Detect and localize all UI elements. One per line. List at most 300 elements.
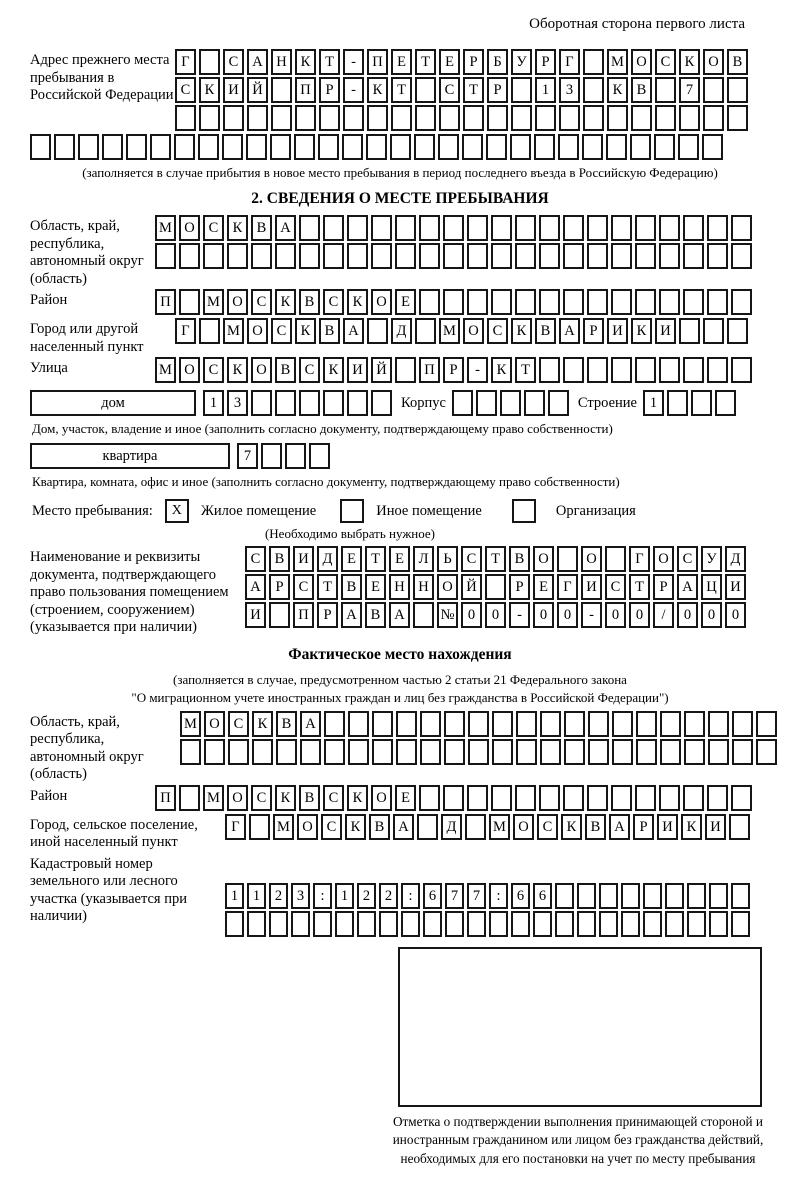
char-cell[interactable] bbox=[611, 357, 632, 383]
char-cell[interactable] bbox=[709, 883, 728, 909]
char-cell[interactable] bbox=[445, 911, 464, 937]
char-cell[interactable] bbox=[324, 739, 345, 765]
char-cell[interactable] bbox=[516, 739, 537, 765]
char-cell[interactable] bbox=[415, 318, 436, 344]
char-cell[interactable]: 0 bbox=[557, 602, 578, 628]
char-cell[interactable]: Е bbox=[365, 574, 386, 600]
char-cell[interactable]: О bbox=[463, 318, 484, 344]
char-cell[interactable]: О bbox=[179, 357, 200, 383]
char-cell[interactable]: И bbox=[725, 574, 746, 600]
char-cell[interactable] bbox=[249, 814, 270, 840]
char-cell[interactable] bbox=[415, 77, 436, 103]
char-cell[interactable]: - bbox=[581, 602, 602, 628]
char-cell[interactable] bbox=[563, 289, 584, 315]
char-cell[interactable]: Н bbox=[389, 574, 410, 600]
char-cell[interactable]: А bbox=[677, 574, 698, 600]
char-cell[interactable]: О bbox=[371, 289, 392, 315]
char-cell[interactable] bbox=[539, 357, 560, 383]
char-cell[interactable] bbox=[415, 105, 436, 131]
char-cell[interactable] bbox=[715, 390, 736, 416]
char-cell[interactable]: П bbox=[295, 77, 316, 103]
char-cell[interactable] bbox=[203, 243, 224, 269]
char-cell[interactable]: П bbox=[367, 49, 388, 75]
char-cell[interactable]: С bbox=[439, 77, 460, 103]
char-cell[interactable] bbox=[611, 215, 632, 241]
char-cell[interactable] bbox=[247, 105, 268, 131]
char-cell[interactable]: 1 bbox=[203, 390, 224, 416]
char-cell[interactable]: Г bbox=[557, 574, 578, 600]
char-cell[interactable] bbox=[679, 318, 700, 344]
char-cell[interactable] bbox=[348, 711, 369, 737]
char-cell[interactable]: Д bbox=[391, 318, 412, 344]
char-cell[interactable] bbox=[179, 785, 200, 811]
char-cell[interactable] bbox=[659, 243, 680, 269]
char-cell[interactable] bbox=[587, 785, 608, 811]
char-cell[interactable] bbox=[539, 785, 560, 811]
char-cell[interactable]: М bbox=[439, 318, 460, 344]
char-cell[interactable]: 0 bbox=[701, 602, 722, 628]
char-cell[interactable] bbox=[367, 318, 388, 344]
char-cell[interactable] bbox=[420, 711, 441, 737]
char-cell[interactable] bbox=[343, 105, 364, 131]
char-cell[interactable] bbox=[419, 215, 440, 241]
char-cell[interactable] bbox=[420, 739, 441, 765]
char-cell[interactable] bbox=[179, 243, 200, 269]
char-cell[interactable] bbox=[583, 105, 604, 131]
char-cell[interactable]: С bbox=[677, 546, 698, 572]
char-cell[interactable] bbox=[485, 574, 506, 600]
char-cell[interactable] bbox=[709, 911, 728, 937]
char-cell[interactable]: Д bbox=[317, 546, 338, 572]
char-cell[interactable]: 0 bbox=[605, 602, 626, 628]
char-cell[interactable] bbox=[665, 911, 684, 937]
char-cell[interactable] bbox=[654, 134, 675, 160]
char-cell[interactable] bbox=[462, 134, 483, 160]
char-cell[interactable]: О bbox=[437, 574, 458, 600]
char-cell[interactable]: С bbox=[605, 574, 626, 600]
char-cell[interactable] bbox=[729, 814, 750, 840]
char-cell[interactable]: 7 bbox=[237, 443, 258, 469]
char-cell[interactable] bbox=[175, 105, 196, 131]
char-cell[interactable]: К bbox=[631, 318, 652, 344]
char-cell[interactable] bbox=[439, 105, 460, 131]
char-cell[interactable]: 3 bbox=[227, 390, 248, 416]
char-cell[interactable] bbox=[511, 77, 532, 103]
char-cell[interactable] bbox=[691, 390, 712, 416]
char-cell[interactable] bbox=[510, 134, 531, 160]
char-cell[interactable]: Й bbox=[247, 77, 268, 103]
char-cell[interactable] bbox=[731, 243, 752, 269]
char-cell[interactable]: С bbox=[251, 289, 272, 315]
char-cell[interactable]: И bbox=[293, 546, 314, 572]
char-cell[interactable]: М bbox=[203, 289, 224, 315]
char-cell[interactable] bbox=[707, 357, 728, 383]
char-cell[interactable] bbox=[731, 883, 750, 909]
char-cell[interactable] bbox=[348, 739, 369, 765]
char-cell[interactable] bbox=[563, 243, 584, 269]
char-cell[interactable] bbox=[438, 134, 459, 160]
char-cell[interactable]: Н bbox=[271, 49, 292, 75]
char-cell[interactable] bbox=[391, 105, 412, 131]
char-cell[interactable] bbox=[225, 911, 244, 937]
char-cell[interactable]: В bbox=[535, 318, 556, 344]
char-cell[interactable] bbox=[558, 134, 579, 160]
char-cell[interactable]: С bbox=[271, 318, 292, 344]
char-cell[interactable]: Г bbox=[629, 546, 650, 572]
char-cell[interactable] bbox=[707, 243, 728, 269]
char-cell[interactable]: С bbox=[487, 318, 508, 344]
checkbox-organization[interactable] bbox=[512, 499, 536, 523]
char-cell[interactable]: 0 bbox=[677, 602, 698, 628]
char-cell[interactable]: 0 bbox=[629, 602, 650, 628]
char-cell[interactable] bbox=[631, 105, 652, 131]
char-cell[interactable]: Е bbox=[439, 49, 460, 75]
char-cell[interactable]: Т bbox=[365, 546, 386, 572]
char-cell[interactable] bbox=[342, 134, 363, 160]
char-cell[interactable]: А bbox=[389, 602, 410, 628]
char-cell[interactable] bbox=[300, 739, 321, 765]
char-cell[interactable] bbox=[548, 390, 569, 416]
char-cell[interactable]: Р bbox=[633, 814, 654, 840]
char-cell[interactable] bbox=[516, 711, 537, 737]
char-cell[interactable] bbox=[588, 739, 609, 765]
char-cell[interactable] bbox=[223, 105, 244, 131]
char-cell[interactable] bbox=[414, 134, 435, 160]
char-cell[interactable]: 2 bbox=[357, 883, 376, 909]
char-cell[interactable]: К bbox=[227, 357, 248, 383]
char-cell[interactable] bbox=[102, 134, 123, 160]
char-cell[interactable] bbox=[587, 357, 608, 383]
char-cell[interactable] bbox=[563, 357, 584, 383]
char-cell[interactable] bbox=[155, 243, 176, 269]
char-cell[interactable] bbox=[299, 215, 320, 241]
char-cell[interactable]: 6 bbox=[423, 883, 442, 909]
char-cell[interactable]: У bbox=[701, 546, 722, 572]
char-cell[interactable] bbox=[588, 711, 609, 737]
char-cell[interactable] bbox=[727, 105, 748, 131]
char-cell[interactable]: К bbox=[347, 785, 368, 811]
char-cell[interactable] bbox=[417, 814, 438, 840]
char-cell[interactable]: К bbox=[227, 215, 248, 241]
char-cell[interactable]: П bbox=[293, 602, 314, 628]
char-cell[interactable]: Т bbox=[463, 77, 484, 103]
char-cell[interactable] bbox=[468, 739, 489, 765]
char-cell[interactable] bbox=[534, 134, 555, 160]
char-cell[interactable] bbox=[607, 105, 628, 131]
char-cell[interactable]: 1 bbox=[643, 390, 664, 416]
char-cell[interactable] bbox=[732, 739, 753, 765]
char-cell[interactable]: Б bbox=[487, 49, 508, 75]
char-cell[interactable]: : bbox=[313, 883, 332, 909]
char-cell[interactable]: В bbox=[299, 785, 320, 811]
char-cell[interactable] bbox=[707, 289, 728, 315]
char-cell[interactable] bbox=[275, 243, 296, 269]
char-cell[interactable]: Р bbox=[317, 602, 338, 628]
char-cell[interactable] bbox=[683, 243, 704, 269]
char-cell[interactable]: Р bbox=[653, 574, 674, 600]
char-cell[interactable] bbox=[684, 711, 705, 737]
char-cell[interactable] bbox=[335, 911, 354, 937]
char-cell[interactable] bbox=[559, 105, 580, 131]
char-cell[interactable] bbox=[246, 134, 267, 160]
char-cell[interactable] bbox=[198, 134, 219, 160]
char-cell[interactable]: 7 bbox=[679, 77, 700, 103]
char-cell[interactable]: - bbox=[343, 77, 364, 103]
char-cell[interactable]: С bbox=[228, 711, 249, 737]
char-cell[interactable] bbox=[606, 134, 627, 160]
char-cell[interactable] bbox=[30, 134, 51, 160]
char-cell[interactable] bbox=[150, 134, 171, 160]
char-cell[interactable]: О bbox=[179, 215, 200, 241]
char-cell[interactable]: О bbox=[251, 357, 272, 383]
char-cell[interactable] bbox=[599, 911, 618, 937]
char-cell[interactable]: : bbox=[401, 883, 420, 909]
char-cell[interactable]: К bbox=[323, 357, 344, 383]
char-cell[interactable]: / bbox=[653, 602, 674, 628]
char-cell[interactable]: О bbox=[227, 785, 248, 811]
char-cell[interactable] bbox=[511, 105, 532, 131]
char-cell[interactable]: Г bbox=[175, 49, 196, 75]
char-cell[interactable] bbox=[533, 911, 552, 937]
char-cell[interactable] bbox=[635, 289, 656, 315]
char-cell[interactable]: К bbox=[345, 814, 366, 840]
checkbox-other-premises[interactable] bbox=[340, 499, 364, 523]
char-cell[interactable] bbox=[515, 243, 536, 269]
char-cell[interactable] bbox=[683, 289, 704, 315]
char-cell[interactable] bbox=[564, 739, 585, 765]
char-cell[interactable] bbox=[269, 911, 288, 937]
char-cell[interactable]: И bbox=[655, 318, 676, 344]
char-cell[interactable] bbox=[660, 711, 681, 737]
char-cell[interactable] bbox=[659, 289, 680, 315]
char-cell[interactable]: Г bbox=[559, 49, 580, 75]
char-cell[interactable] bbox=[727, 77, 748, 103]
char-cell[interactable] bbox=[204, 739, 225, 765]
char-cell[interactable] bbox=[660, 739, 681, 765]
char-cell[interactable] bbox=[707, 215, 728, 241]
char-cell[interactable] bbox=[511, 911, 530, 937]
char-cell[interactable]: Й bbox=[371, 357, 392, 383]
char-cell[interactable]: 3 bbox=[291, 883, 310, 909]
char-cell[interactable] bbox=[635, 357, 656, 383]
char-cell[interactable]: О bbox=[703, 49, 724, 75]
char-cell[interactable] bbox=[587, 243, 608, 269]
char-cell[interactable] bbox=[515, 215, 536, 241]
char-cell[interactable] bbox=[395, 357, 416, 383]
char-cell[interactable]: О bbox=[631, 49, 652, 75]
char-cell[interactable]: 0 bbox=[461, 602, 482, 628]
char-cell[interactable] bbox=[319, 105, 340, 131]
char-cell[interactable] bbox=[491, 289, 512, 315]
char-cell[interactable]: Р bbox=[509, 574, 530, 600]
char-cell[interactable] bbox=[678, 134, 699, 160]
char-cell[interactable] bbox=[309, 443, 330, 469]
char-cell[interactable]: О bbox=[297, 814, 318, 840]
char-cell[interactable]: П bbox=[155, 289, 176, 315]
char-cell[interactable] bbox=[655, 77, 676, 103]
char-cell[interactable]: Р bbox=[535, 49, 556, 75]
char-cell[interactable] bbox=[444, 711, 465, 737]
char-cell[interactable]: С bbox=[461, 546, 482, 572]
char-cell[interactable]: Е bbox=[533, 574, 554, 600]
char-cell[interactable]: М bbox=[223, 318, 244, 344]
char-cell[interactable] bbox=[703, 318, 724, 344]
char-cell[interactable] bbox=[261, 443, 282, 469]
char-cell[interactable] bbox=[555, 911, 574, 937]
char-cell[interactable]: Д bbox=[441, 814, 462, 840]
char-cell[interactable] bbox=[465, 814, 486, 840]
char-cell[interactable] bbox=[577, 883, 596, 909]
char-cell[interactable]: Т bbox=[319, 49, 340, 75]
char-cell[interactable] bbox=[683, 357, 704, 383]
char-cell[interactable] bbox=[659, 785, 680, 811]
char-cell[interactable] bbox=[582, 134, 603, 160]
char-cell[interactable] bbox=[727, 318, 748, 344]
char-cell[interactable] bbox=[611, 289, 632, 315]
char-cell[interactable]: В bbox=[269, 546, 290, 572]
char-cell[interactable] bbox=[227, 243, 248, 269]
char-cell[interactable] bbox=[684, 739, 705, 765]
char-cell[interactable] bbox=[731, 289, 752, 315]
char-cell[interactable]: П bbox=[155, 785, 176, 811]
char-cell[interactable] bbox=[515, 785, 536, 811]
char-cell[interactable] bbox=[199, 318, 220, 344]
char-cell[interactable] bbox=[539, 215, 560, 241]
char-cell[interactable]: 1 bbox=[225, 883, 244, 909]
char-cell[interactable] bbox=[667, 390, 688, 416]
char-cell[interactable] bbox=[443, 215, 464, 241]
char-cell[interactable] bbox=[732, 711, 753, 737]
char-cell[interactable] bbox=[707, 785, 728, 811]
char-cell[interactable] bbox=[643, 911, 662, 937]
char-cell[interactable]: - bbox=[343, 49, 364, 75]
char-cell[interactable]: С bbox=[251, 785, 272, 811]
char-cell[interactable] bbox=[294, 134, 315, 160]
char-cell[interactable] bbox=[563, 785, 584, 811]
char-cell[interactable] bbox=[636, 711, 657, 737]
char-cell[interactable]: 0 bbox=[725, 602, 746, 628]
char-cell[interactable]: Ь bbox=[437, 546, 458, 572]
char-cell[interactable] bbox=[630, 134, 651, 160]
char-cell[interactable]: 2 bbox=[269, 883, 288, 909]
char-cell[interactable]: О bbox=[513, 814, 534, 840]
char-cell[interactable]: К bbox=[681, 814, 702, 840]
char-cell[interactable] bbox=[379, 911, 398, 937]
char-cell[interactable]: У bbox=[511, 49, 532, 75]
char-cell[interactable]: М bbox=[155, 357, 176, 383]
char-cell[interactable]: В bbox=[251, 215, 272, 241]
char-cell[interactable] bbox=[683, 785, 704, 811]
char-cell[interactable] bbox=[621, 883, 640, 909]
char-cell[interactable] bbox=[401, 911, 420, 937]
char-cell[interactable]: К bbox=[367, 77, 388, 103]
char-cell[interactable] bbox=[702, 134, 723, 160]
char-cell[interactable] bbox=[323, 215, 344, 241]
char-cell[interactable] bbox=[476, 390, 497, 416]
apartment-type-box[interactable]: квартира bbox=[30, 443, 230, 469]
char-cell[interactable] bbox=[275, 390, 296, 416]
char-cell[interactable] bbox=[492, 711, 513, 737]
char-cell[interactable] bbox=[395, 215, 416, 241]
char-cell[interactable]: К bbox=[511, 318, 532, 344]
char-cell[interactable] bbox=[251, 243, 272, 269]
char-cell[interactable]: А bbox=[343, 318, 364, 344]
char-cell[interactable]: В bbox=[275, 357, 296, 383]
char-cell[interactable] bbox=[731, 357, 752, 383]
char-cell[interactable] bbox=[372, 739, 393, 765]
char-cell[interactable] bbox=[396, 711, 417, 737]
char-cell[interactable] bbox=[683, 215, 704, 241]
char-cell[interactable]: П bbox=[419, 357, 440, 383]
char-cell[interactable] bbox=[555, 883, 574, 909]
char-cell[interactable]: А bbox=[300, 711, 321, 737]
char-cell[interactable] bbox=[228, 739, 249, 765]
char-cell[interactable] bbox=[599, 883, 618, 909]
char-cell[interactable]: 0 bbox=[533, 602, 554, 628]
char-cell[interactable] bbox=[179, 289, 200, 315]
char-cell[interactable]: М bbox=[489, 814, 510, 840]
char-cell[interactable] bbox=[659, 215, 680, 241]
char-cell[interactable] bbox=[563, 215, 584, 241]
char-cell[interactable]: С bbox=[323, 785, 344, 811]
char-cell[interactable]: Н bbox=[413, 574, 434, 600]
char-cell[interactable]: И bbox=[245, 602, 266, 628]
char-cell[interactable] bbox=[371, 243, 392, 269]
char-cell[interactable] bbox=[271, 77, 292, 103]
char-cell[interactable]: А bbox=[341, 602, 362, 628]
char-cell[interactable]: К bbox=[679, 49, 700, 75]
char-cell[interactable]: В bbox=[299, 289, 320, 315]
char-cell[interactable] bbox=[251, 390, 272, 416]
char-cell[interactable] bbox=[487, 105, 508, 131]
char-cell[interactable]: № bbox=[437, 602, 458, 628]
char-cell[interactable] bbox=[659, 357, 680, 383]
char-cell[interactable] bbox=[621, 911, 640, 937]
char-cell[interactable]: 3 bbox=[559, 77, 580, 103]
char-cell[interactable] bbox=[605, 546, 626, 572]
char-cell[interactable]: М bbox=[607, 49, 628, 75]
char-cell[interactable] bbox=[323, 243, 344, 269]
char-cell[interactable] bbox=[489, 911, 508, 937]
char-cell[interactable] bbox=[564, 711, 585, 737]
char-cell[interactable]: Т bbox=[485, 546, 506, 572]
char-cell[interactable] bbox=[587, 289, 608, 315]
char-cell[interactable] bbox=[252, 739, 273, 765]
char-cell[interactable] bbox=[180, 739, 201, 765]
char-cell[interactable] bbox=[687, 883, 706, 909]
char-cell[interactable]: Т bbox=[629, 574, 650, 600]
char-cell[interactable] bbox=[611, 243, 632, 269]
checkbox-residential[interactable]: X bbox=[165, 499, 189, 523]
char-cell[interactable]: К bbox=[561, 814, 582, 840]
char-cell[interactable]: А bbox=[275, 215, 296, 241]
char-cell[interactable] bbox=[467, 911, 486, 937]
char-cell[interactable]: И bbox=[657, 814, 678, 840]
char-cell[interactable] bbox=[357, 911, 376, 937]
char-cell[interactable] bbox=[708, 739, 729, 765]
char-cell[interactable]: - bbox=[467, 357, 488, 383]
char-cell[interactable]: - bbox=[509, 602, 530, 628]
char-cell[interactable]: Р bbox=[443, 357, 464, 383]
char-cell[interactable] bbox=[323, 390, 344, 416]
char-cell[interactable] bbox=[467, 215, 488, 241]
char-cell[interactable]: М bbox=[203, 785, 224, 811]
char-cell[interactable]: И bbox=[347, 357, 368, 383]
char-cell[interactable] bbox=[390, 134, 411, 160]
char-cell[interactable] bbox=[222, 134, 243, 160]
char-cell[interactable] bbox=[313, 911, 332, 937]
char-cell[interactable] bbox=[174, 134, 195, 160]
